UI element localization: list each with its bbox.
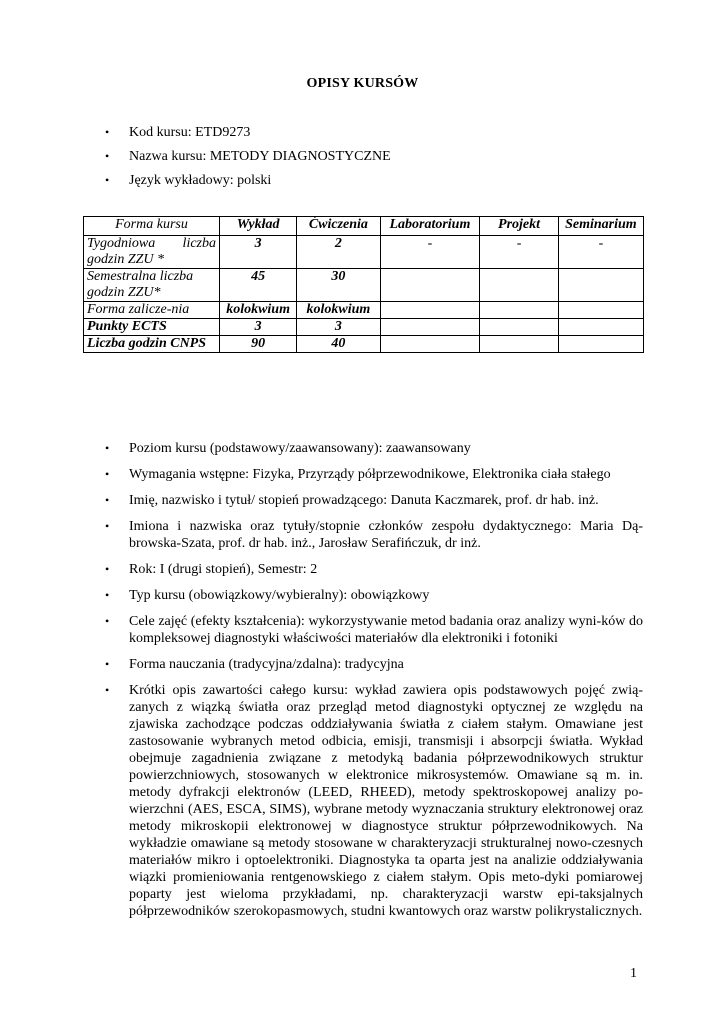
list-item	[103, 148, 643, 165]
table-cell	[558, 269, 643, 302]
table-cell: 3	[297, 319, 380, 336]
list-item	[103, 172, 643, 189]
table-cell	[380, 269, 480, 302]
table-cell: 90	[220, 336, 297, 353]
list-item	[103, 466, 643, 483]
table-row	[84, 302, 644, 319]
table-cell	[480, 302, 559, 319]
bullet-icon: •	[105, 657, 110, 671]
course-type: Typ kursu (obowiązkowy/wybieralny): obowiązkowy	[129, 588, 430, 603]
bullet-icon: •	[105, 125, 110, 139]
bullet-icon: •	[105, 441, 110, 455]
course-language: Język wykładowy: polski	[129, 173, 272, 188]
page-number: 1	[630, 966, 637, 981]
bullet-icon: •	[105, 588, 110, 602]
table-header: Ćwiczenia	[297, 217, 380, 236]
table-cell	[558, 336, 643, 353]
table-cell: 45	[220, 269, 297, 302]
bullet-icon: •	[105, 493, 110, 507]
table-header: Seminarium	[558, 217, 643, 236]
year-semester: Rok: I (drugi stopień), Semestr: 2	[129, 562, 318, 577]
list-item	[103, 682, 643, 920]
course-level: Poziom kursu (podstawowy/zaawansowany): zaawansowany	[129, 441, 471, 456]
bullet-icon: •	[105, 562, 110, 576]
course-objectives: Cele zajęć (efekty kształcenia): wykorzystywanie metod badania oraz analizy wyni-ków do kompleksowej diagnostyki właściwości materiałów dla elektroniki i fotoniki	[129, 614, 643, 646]
table-cell: 2	[297, 236, 380, 269]
table-cell	[558, 302, 643, 319]
list-item	[103, 518, 643, 552]
teaching-team: Imiona i nazwiska oraz tytuły/stopnie członków zespołu dydaktycznego: Maria Dą-browska-Szata, prof. dr hab. inż., Jarosław Serafińczuk, dr inż.	[129, 519, 643, 551]
row-label: Punkty ECTS	[84, 319, 220, 336]
table-header: Projekt	[480, 217, 559, 236]
row-label: Liczba godzin CNPS	[84, 336, 220, 353]
table-cell	[480, 269, 559, 302]
list-item	[103, 440, 643, 457]
table-cell: -	[480, 236, 559, 269]
bullet-icon: •	[105, 519, 110, 533]
table-header: Wykład	[220, 217, 297, 236]
table-cell	[380, 302, 480, 319]
bullet-icon: •	[105, 614, 110, 628]
prerequisites: Wymagania wstępne: Fizyka, Przyrządy półprzewodnikowe, Elektronika ciała stałego	[129, 467, 611, 482]
bullet-icon: •	[105, 683, 110, 697]
table-row	[84, 236, 644, 269]
row-label: Semestralna liczba godzin ZZU*	[84, 269, 220, 302]
list-item	[103, 656, 643, 673]
bullet-icon: •	[105, 173, 110, 187]
teaching-form: Forma nauczania (tradycyjna/zdalna): tradycyjna	[129, 657, 404, 672]
table-row	[84, 319, 644, 336]
bullet-icon: •	[105, 149, 110, 163]
table-cell: 40	[297, 336, 380, 353]
table-cell: kolokwium	[297, 302, 380, 319]
table-cell: kolokwium	[220, 302, 297, 319]
course-header-list	[103, 124, 643, 196]
table-header: Forma kursu	[84, 217, 220, 236]
course-code: Kod kursu: ETD9273	[129, 125, 251, 140]
table-row	[84, 269, 644, 302]
page-title: OPISY KURSÓW	[306, 76, 419, 91]
table-cell: -	[380, 236, 480, 269]
table-cell	[480, 336, 559, 353]
bullet-icon: •	[105, 467, 110, 481]
list-item	[103, 124, 643, 141]
list-item	[103, 492, 643, 509]
table-header-row	[84, 217, 644, 236]
list-item	[103, 561, 643, 578]
course-name: Nazwa kursu: METODY DIAGNOSTYCZNE	[129, 149, 391, 164]
course-form-table	[83, 216, 644, 353]
course-description: Krótki opis zawartości całego kursu: wykład zawiera opis podstawowych pojęć zwią-zanych z wiązką światła oraz przegląd metod diagnostyki optycznej ze względu na zjawiska zachodzące podczas oddziaływania światła z ciałem stałym. Omawiane jest zastosowanie wybranych metod odbicia, emisji, transmisji i absorpcji światła. Wykład obejmuje zagadnienia związane z metodyką badania półprzewodnikowych struktur powierzchniowych, stosowanych w elektronice mikrosystemów. Omawiane są m. in. metody dyfrakcji elektronów (LEED, RHEED), metody spektroskopowej analizy po-wierzchni (AES, ESCA, SIMS), wybrane metody wyznaczania struktury elektronowej oraz metody mikroskopii elektronowej w diagnostyce struktur półprzewodnikowych. Na wykładzie omawiane są metody stosowane w charakteryzacji strukturalnej nowo-czesnych materiałów mikro i optoelektroniki. Diagnostyka ta oparta jest na analizie oddziaływania wiązki promieniowania rentgenowskiego z ciałem stałym. Opis meto-dyki pomiarowej poparty jest wieloma przykładami, np. charakteryzacji warstw epi-taksjalnych półprzewodników szerokopasmowych, studni kwantowych oraz warstw polikrystalicznych.	[129, 683, 643, 919]
table-cell: 30	[297, 269, 380, 302]
table-cell	[380, 319, 480, 336]
list-item	[103, 613, 643, 647]
table-row	[84, 336, 644, 353]
row-label: Forma zalicze-nia	[84, 302, 220, 319]
table-cell	[380, 336, 480, 353]
row-label: Tygodniowa liczba godzin ZZU *	[84, 236, 220, 269]
table-cell: 3	[220, 236, 297, 269]
course-details-list	[103, 440, 643, 929]
lecturer: Imię, nazwisko i tytuł/ stopień prowadzącego: Danuta Kaczmarek, prof. dr hab. inż.	[129, 493, 599, 508]
table-cell	[480, 319, 559, 336]
list-item	[103, 587, 643, 604]
table-cell: -	[558, 236, 643, 269]
table-cell	[558, 319, 643, 336]
table-cell: 3	[220, 319, 297, 336]
table-header: Laboratorium	[380, 217, 480, 236]
